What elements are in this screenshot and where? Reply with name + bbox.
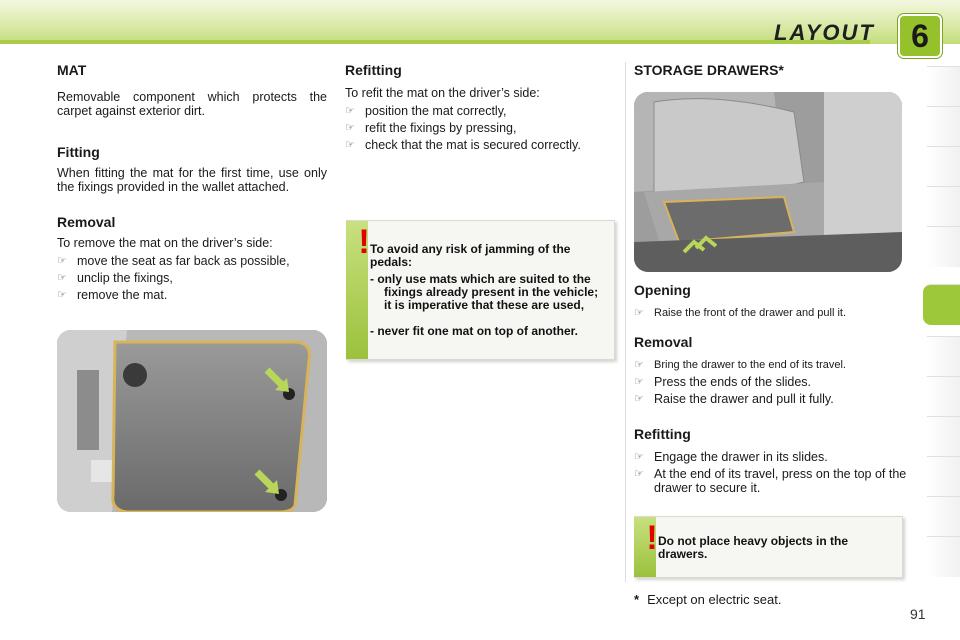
refitting-heading: Refitting bbox=[345, 62, 402, 78]
chapter-tab-10[interactable] bbox=[927, 456, 960, 497]
list-item: ☞ Engage the drawer in its slides. bbox=[634, 450, 828, 464]
fitting-description: When fitting the mat for the first time, use only the fixings provided in the wallet attached. bbox=[57, 166, 327, 194]
list-item: ☞ Bring the drawer to the end of its travel. bbox=[634, 359, 846, 371]
footnote-text: Except on electric seat. bbox=[647, 592, 782, 607]
pointing-hand-icon: ☞ bbox=[57, 255, 67, 267]
drawer-refitting-heading: Refitting bbox=[634, 426, 691, 442]
page-header bbox=[0, 0, 960, 56]
chapter-tab-11[interactable] bbox=[927, 496, 960, 537]
right-column bbox=[634, 62, 914, 78]
list-item: ☞ Press the ends of the slides. bbox=[634, 375, 812, 389]
refitting-steps bbox=[345, 104, 615, 152]
list-item: ☞ refit the fixings by pressing, bbox=[345, 121, 517, 135]
pointing-hand-icon: ☞ bbox=[634, 359, 644, 371]
left-column bbox=[57, 62, 327, 305]
column-divider bbox=[625, 62, 626, 582]
chapter-title: LAYOUT bbox=[774, 20, 875, 45]
chapter-tabs bbox=[927, 66, 960, 576]
drawer-warning-box bbox=[634, 516, 903, 578]
chapter-number: 6 bbox=[898, 14, 942, 58]
chapter-tab-7[interactable] bbox=[927, 336, 960, 377]
refitting-intro: To refit the mat on the driver’s side: bbox=[345, 86, 540, 100]
footnote bbox=[634, 592, 781, 607]
drawer-removal-steps bbox=[634, 358, 909, 406]
drawer-refitting-steps bbox=[634, 450, 909, 495]
removal-heading: Removal bbox=[57, 214, 116, 230]
removal-intro: To remove the mat on the driver’s side: bbox=[57, 236, 273, 250]
pointing-hand-icon: ☞ bbox=[345, 122, 355, 134]
chapter-tab-8[interactable] bbox=[927, 376, 960, 417]
opening-heading: Opening bbox=[634, 282, 691, 298]
exclamation-icon: ! bbox=[358, 223, 370, 261]
chapter-tab-5[interactable] bbox=[927, 226, 960, 267]
pointing-hand-icon: ☞ bbox=[57, 289, 67, 301]
chapter-tab-4[interactable] bbox=[927, 186, 960, 227]
drawer-photo bbox=[634, 92, 902, 272]
pointing-hand-icon: ☞ bbox=[634, 376, 644, 388]
fitting-heading: Fitting bbox=[57, 144, 100, 160]
exclamation-icon: ! bbox=[646, 519, 658, 557]
storage-drawers-heading: STORAGE DRAWERS* bbox=[634, 62, 784, 78]
middle-column bbox=[345, 62, 615, 155]
pedal-warning-box bbox=[346, 220, 615, 360]
warning-item-1: - only use mats which are suited to the fixings already present in the vehicle; it is imperative that these are used, bbox=[370, 272, 599, 312]
mat-heading: MAT bbox=[57, 62, 87, 78]
list-item: ☞ Raise the drawer and pull it fully. bbox=[634, 392, 834, 406]
pointing-hand-icon: ☞ bbox=[634, 307, 644, 319]
chapter-tab-3[interactable] bbox=[927, 146, 960, 187]
drawer-removal-heading: Removal bbox=[634, 334, 693, 350]
opening-steps bbox=[634, 306, 909, 320]
header-stripe bbox=[0, 40, 870, 44]
footnote-mark: * bbox=[634, 592, 640, 607]
list-item: ☞ remove the mat. bbox=[57, 288, 168, 302]
seat-drawer-illustration bbox=[634, 92, 902, 272]
list-item: ☞ Raise the front of the drawer and pull it. bbox=[634, 307, 846, 319]
list-item: ☞ unclip the fixings, bbox=[57, 271, 173, 285]
chapter-tab-6[interactable] bbox=[923, 284, 960, 325]
chapter-tab-2[interactable] bbox=[927, 106, 960, 147]
floor-mat-illustration bbox=[57, 330, 327, 512]
list-item: ☞ At the end of its travel, press on the top of the drawer to secure it. bbox=[634, 467, 907, 495]
list-item: ☞ check that the mat is secured correctly. bbox=[345, 138, 581, 152]
mat-description: Removable component which protects the carpet against exterior dirt. bbox=[57, 90, 327, 118]
pointing-hand-icon: ☞ bbox=[345, 105, 355, 117]
drawer-instructions bbox=[634, 282, 909, 498]
warning-item-2: - never fit one mat on top of another. bbox=[370, 324, 579, 338]
pointing-hand-icon: ☞ bbox=[634, 451, 644, 463]
pointing-hand-icon: ☞ bbox=[345, 139, 355, 151]
list-item: ☞ move the seat as far back as possible, bbox=[57, 254, 290, 268]
pointing-hand-icon: ☞ bbox=[634, 393, 644, 405]
floor-mat-photo bbox=[57, 330, 327, 512]
page-number: 91 bbox=[910, 606, 926, 622]
drawer-warning-text: Do not place heavy objects in the drawers. bbox=[658, 534, 849, 561]
chapter-tab-12[interactable] bbox=[927, 536, 960, 577]
pointing-hand-icon: ☞ bbox=[634, 468, 644, 480]
pointing-hand-icon: ☞ bbox=[57, 272, 67, 284]
removal-steps bbox=[57, 254, 327, 302]
list-item: ☞ position the mat correctly, bbox=[345, 104, 507, 118]
warning-lead: To avoid any risk of jamming of the pedals: bbox=[370, 242, 571, 269]
chapter-tab-9[interactable] bbox=[927, 416, 960, 457]
chapter-tab-1[interactable] bbox=[927, 66, 960, 107]
